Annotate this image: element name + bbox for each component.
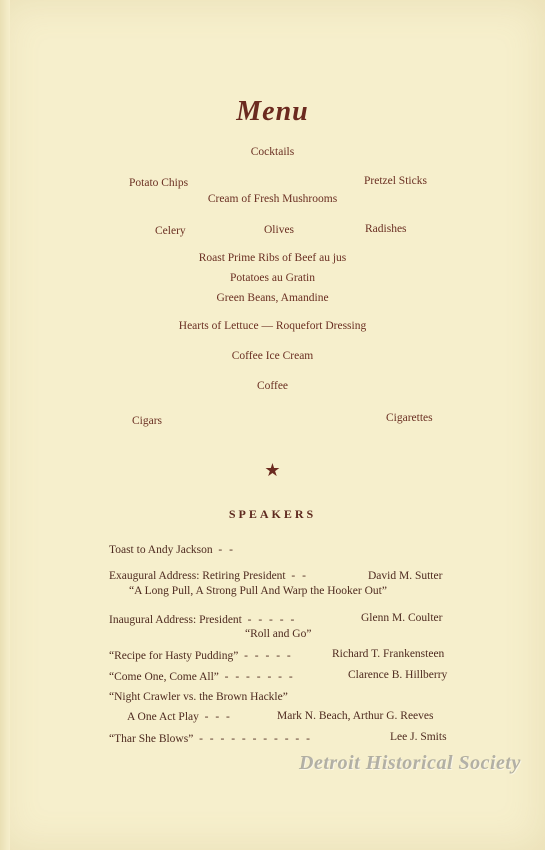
menu-item-radishes: Radishes — [365, 223, 407, 235]
menu-item-pretzel-sticks: Pretzel Sticks — [364, 175, 427, 187]
speaker-row-exaugural — [109, 570, 308, 582]
speaker-row-label: Toast to Andy Jackson — [109, 544, 213, 556]
leader-dots: - - - - - — [244, 650, 293, 662]
menu-item-salad: Hearts of Lettuce — Roquefort Dressing — [178, 320, 367, 332]
menu-item-cigarettes: Cigarettes — [386, 412, 433, 424]
speaker-row-label: “Thar She Blows” — [109, 733, 194, 745]
speech-title: “A Long Pull, A Strong Pull And Warp the Hooker Out” — [129, 585, 387, 597]
leader-dots: - - — [291, 570, 308, 582]
menu-item-potato-chips: Potato Chips — [129, 177, 189, 189]
watermark: Detroit Historical Society — [299, 752, 521, 774]
speaker-name: Mark N. Beach, Arthur G. Reeves — [277, 710, 434, 722]
speaker-name: Lee J. Smits — [390, 731, 447, 743]
leader-dots: - - — [218, 544, 235, 556]
speaker-name: David M. Sutter — [368, 570, 443, 582]
speaker-row-toast — [109, 544, 235, 556]
menu-item-coffee: Coffee — [256, 380, 289, 392]
speaker-row-label: “Night Crawler vs. the Brown Hackle” — [109, 691, 288, 703]
speaker-row-inaugural — [109, 614, 296, 626]
menu-item-roast: Roast Prime Ribs of Beef au jus — [198, 252, 347, 264]
speakers-heading: SPEAKERS — [228, 507, 317, 521]
leader-dots: - - - - - — [247, 614, 297, 626]
speaker-name: Clarence B. Hillberry — [348, 669, 448, 681]
menu-item-cigars: Cigars — [132, 415, 163, 427]
leader-dots: - - - — [204, 711, 232, 723]
menu-item-dessert: Coffee Ice Cream — [231, 350, 314, 362]
leader-dots: - - - - - - - — [224, 671, 295, 683]
speaker-name: Glenn M. Coulter — [361, 612, 443, 624]
speaker-row-pudding — [109, 650, 293, 662]
menu-item-soup: Cream of Fresh Mushrooms — [207, 193, 338, 205]
speaker-row-thar — [109, 733, 312, 745]
speaker-row-label: “Recipe for Hasty Pudding” — [109, 650, 239, 662]
star-icon: ★ — [264, 460, 281, 480]
menu-item-potatoes: Potatoes au Gratin — [230, 272, 315, 284]
menu-title: Menu — [236, 96, 309, 127]
menu-item-beans: Green Beans, Amandine — [216, 292, 329, 304]
speaker-row-come — [109, 671, 295, 683]
speaker-row-play — [127, 711, 232, 723]
speaker-row-label: Inaugural Address: President — [109, 614, 242, 626]
speaker-row-label: Exaugural Address: Retiring President — [109, 570, 286, 582]
menu-item-olives: Olives — [264, 224, 295, 236]
leader-dots: - - - - - - - - - - - — [199, 733, 312, 745]
menu-item-celery: Celery — [155, 225, 186, 237]
speaker-name: Richard T. Frankensteen — [332, 648, 445, 660]
speaker-row-label: A One Act Play — [127, 711, 199, 723]
menu-item-cocktails: Cocktails — [250, 146, 295, 158]
speaker-row-label: “Come One, Come All” — [109, 671, 219, 683]
speech-title: “Roll and Go” — [245, 628, 312, 640]
speaker-row-crawler — [109, 691, 288, 703]
